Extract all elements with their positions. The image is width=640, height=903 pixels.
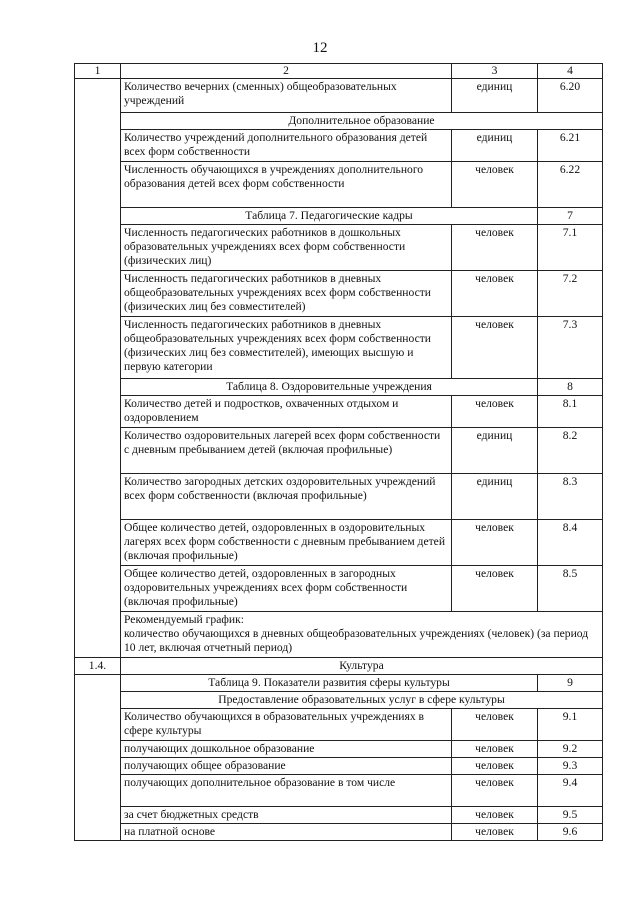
section-number-cell	[75, 520, 121, 566]
indicator-name-cell: Количество обучающихся в образовательных учреждениях в сфере культуры	[121, 709, 452, 741]
indicator-name-cell: на платной основе	[121, 824, 452, 841]
unit-cell: человек	[452, 807, 538, 824]
section-number-cell: 1.4.	[75, 658, 121, 675]
unit-cell: единиц	[452, 428, 538, 474]
table-row	[75, 741, 603, 758]
code-cell: 8.4	[538, 520, 603, 566]
code-cell: 9	[538, 675, 603, 692]
table-row	[75, 271, 603, 317]
indicator-name-cell: Количество детей и подростков, охваченных отдыхом и оздоровлением	[121, 396, 452, 428]
code-cell: 9.6	[538, 824, 603, 841]
indicator-name-cell: Численность обучающихся в учреждениях дополнительного образования детей всех форм собственности	[121, 162, 452, 208]
section-number-cell	[75, 709, 121, 741]
table-row	[75, 317, 603, 379]
code-cell: 8.3	[538, 474, 603, 520]
table-row	[75, 79, 603, 113]
unit-cell: человек	[452, 824, 538, 841]
section-number-cell	[75, 741, 121, 758]
section-number-cell	[75, 675, 121, 692]
section-number-cell	[75, 612, 121, 658]
table-row	[75, 379, 603, 396]
section-number-cell	[75, 758, 121, 775]
table-row	[75, 807, 603, 824]
unit-cell: человек	[452, 709, 538, 741]
table-row	[75, 520, 603, 566]
header-cell: 1	[75, 64, 121, 79]
section-number-cell	[75, 396, 121, 428]
unit-cell: единиц	[452, 79, 538, 113]
section-number-cell	[75, 208, 121, 225]
code-cell: 9.5	[538, 807, 603, 824]
indicator-name-cell: Численность педагогических работников в дошкольных образовательных учреждениях всех форм собственности (физических лиц)	[121, 225, 452, 271]
code-cell: 7.3	[538, 317, 603, 379]
code-cell: 9.1	[538, 709, 603, 741]
section-number-cell	[75, 162, 121, 208]
code-cell: 6.22	[538, 162, 603, 208]
header-cell: 3	[452, 64, 538, 79]
table-row	[75, 675, 603, 692]
unit-cell: человек	[452, 162, 538, 208]
indicator-name-cell: Количество оздоровительных лагерей всех форм собственности с дневным пребыванием детей (включая профильные)	[121, 428, 452, 474]
code-cell: 8.1	[538, 396, 603, 428]
code-cell: 8.5	[538, 566, 603, 612]
section-number-cell	[75, 566, 121, 612]
section-number-cell	[75, 692, 121, 709]
code-cell: 9.3	[538, 758, 603, 775]
code-cell: 8.2	[538, 428, 603, 474]
table-row	[75, 612, 603, 658]
section-number-cell	[75, 775, 121, 807]
code-cell: 7.1	[538, 225, 603, 271]
table-row	[75, 566, 603, 612]
unit-cell: человек	[452, 225, 538, 271]
header-cell: 2	[121, 64, 452, 79]
indicator-name-cell: Количество вечерних (сменных) общеобразовательных учреждений	[121, 79, 452, 113]
section-number-cell	[75, 225, 121, 271]
table-row	[75, 775, 603, 807]
table-row	[75, 428, 603, 474]
indicator-name-cell: Общее количество детей, оздоровленных в оздоровительных лагерях всех форм собственности с дневным пребыванием детей (включая профильные)	[121, 520, 452, 566]
indicator-name-cell: за счет бюджетных средств	[121, 807, 452, 824]
table-row	[75, 692, 603, 709]
indicator-name-cell: Численность педагогических работников в дневных общеобразовательных учреждениях всех форм собственности (физических лиц без совместителей)	[121, 271, 452, 317]
table-row	[75, 162, 603, 208]
unit-cell: человек	[452, 741, 538, 758]
unit-cell: человек	[452, 396, 538, 428]
indicator-name-cell: Количество загородных детских оздоровительных учреждений всех форм собственности (включая профильные)	[121, 474, 452, 520]
unit-cell: человек	[452, 520, 538, 566]
unit-cell: единиц	[452, 474, 538, 520]
header-cell: 4	[538, 64, 603, 79]
indicator-name-cell: Общее количество детей, оздоровленных в загородных оздоровительных учреждениях всех форм собственности (включая профильные)	[121, 566, 452, 612]
section-number-cell	[75, 113, 121, 130]
section-number-cell	[75, 807, 121, 824]
table-row	[75, 824, 603, 841]
table-row	[75, 658, 603, 675]
section-number-cell	[75, 824, 121, 841]
indicators-table	[74, 63, 603, 841]
section-number-cell	[75, 428, 121, 474]
indicator-name-cell: получающих дошкольное образование	[121, 741, 452, 758]
code-cell: 9.2	[538, 741, 603, 758]
unit-cell: человек	[452, 566, 538, 612]
section-number-cell	[75, 130, 121, 162]
section-title-cell: Предоставление образовательных услуг в сфере культуры	[121, 692, 603, 709]
table-title-cell: Таблица 7. Педагогические кадры	[121, 208, 538, 225]
unit-cell: человек	[452, 758, 538, 775]
section-title-cell: Дополнительное образование	[121, 113, 603, 130]
code-cell: 7	[538, 208, 603, 225]
code-cell: 6.20	[538, 79, 603, 113]
section-number-cell	[75, 379, 121, 396]
table-row	[75, 709, 603, 741]
table-title-cell: Таблица 9. Показатели развития сферы культуры	[121, 675, 538, 692]
indicator-name-cell: получающих общее образование	[121, 758, 452, 775]
table-row	[75, 758, 603, 775]
table-row	[75, 130, 603, 162]
table-title-cell: Таблица 8. Оздоровительные учреждения	[121, 379, 538, 396]
code-cell: 6.21	[538, 130, 603, 162]
table-row	[75, 208, 603, 225]
unit-cell: человек	[452, 271, 538, 317]
table-row	[75, 474, 603, 520]
section-number-cell	[75, 317, 121, 379]
unit-cell: человек	[452, 775, 538, 807]
code-cell: 8	[538, 379, 603, 396]
section-number-cell	[75, 79, 121, 113]
table-row	[75, 113, 603, 130]
page-number: 12	[312, 40, 328, 56]
chapter-title-cell: Культура	[121, 658, 603, 675]
indicator-name-cell: Численность педагогических работников в дневных общеобразовательных учреждениях всех форм собственности (физических лиц без совместителей), имеющих высшую и первую категории	[121, 317, 452, 379]
table-row	[75, 396, 603, 428]
code-cell: 9.4	[538, 775, 603, 807]
header-row	[75, 64, 603, 79]
indicator-name-cell: Количество учреждений дополнительного образования детей всех форм собственности	[121, 130, 452, 162]
table-row	[75, 225, 603, 271]
section-number-cell	[75, 271, 121, 317]
section-number-cell	[75, 474, 121, 520]
unit-cell: единиц	[452, 130, 538, 162]
indicator-name-cell: получающих дополнительное образование в том числе	[121, 775, 452, 807]
code-cell: 7.2	[538, 271, 603, 317]
unit-cell: человек	[452, 317, 538, 379]
note-cell: Рекомендуемый график: количество обучающихся в дневных общеобразовательных учреждениях (человек) (за период 10 лет, включая отчетный период)	[121, 612, 603, 658]
